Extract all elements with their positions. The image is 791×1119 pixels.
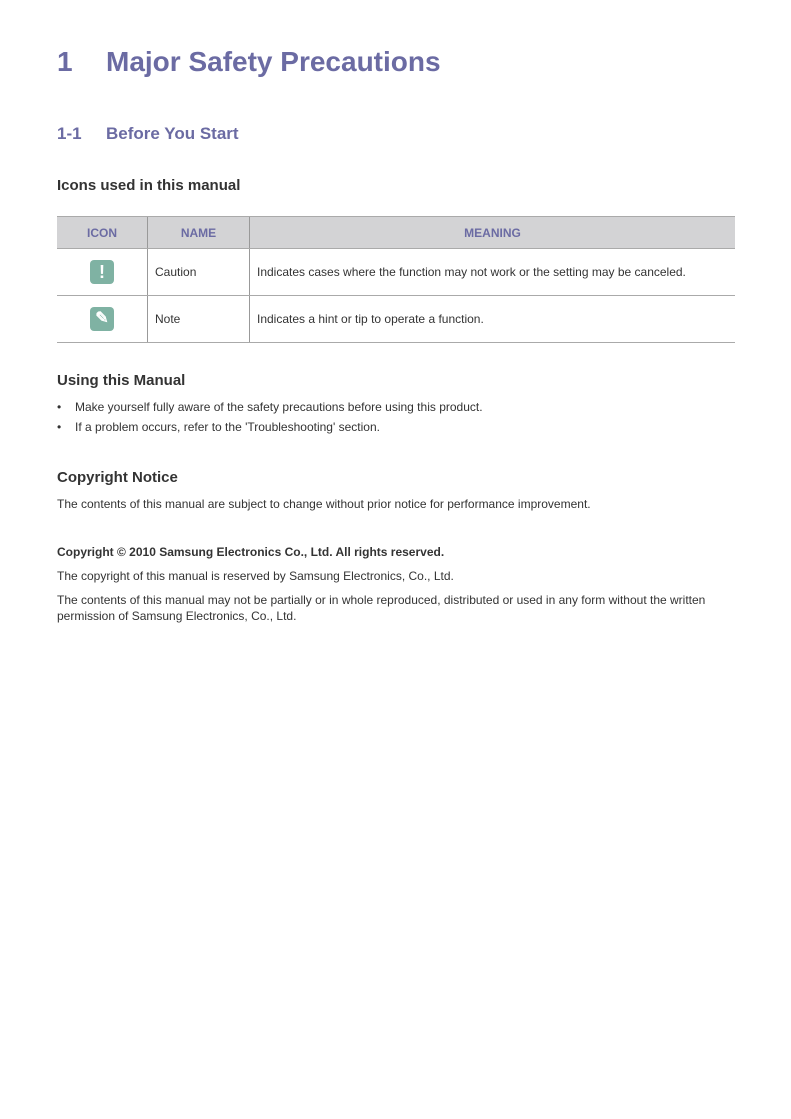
chapter-title-text: Major Safety Precautions: [106, 46, 441, 77]
chapter-number: 1: [57, 46, 73, 77]
list-item: • Make yourself fully aware of the safety precautions before using this product.: [57, 400, 483, 414]
caution-icon: !: [90, 260, 114, 284]
using-manual-heading: Using this Manual: [57, 372, 186, 389]
table-header-row: [57, 217, 735, 249]
table-row: [57, 249, 735, 296]
list-item: • If a problem occurs, refer to the 'Troubleshooting' section.: [57, 420, 380, 434]
meaning-cell: Indicates a hint or tip to operate a function.: [250, 296, 736, 343]
note-pencil-icon: ✎: [90, 307, 114, 331]
copyright-restriction: The contents of this manual may not be partially or in whole reproduced, distributed or used in any form without the written permission of Samsung Electronics, Co., Ltd.: [57, 593, 706, 623]
section-number: 1-1: [57, 124, 82, 143]
icons-table: [57, 216, 735, 343]
section-title: [57, 124, 239, 144]
icon-cell: [57, 296, 148, 343]
icon-cell: [57, 249, 148, 296]
bullet-icon: •: [57, 420, 62, 434]
copyright-reserved: The copyright of this manual is reserved by Samsung Electronics, Co., Ltd.: [57, 569, 454, 583]
bullet-icon: •: [57, 400, 62, 414]
header-meaning: MEANING: [250, 217, 736, 249]
name-cell: Note: [148, 296, 250, 343]
using-manual-list: [57, 399, 483, 439]
copyright-statement: Copyright © 2010 Samsung Electronics Co., Ltd. All rights reserved.: [57, 545, 445, 559]
section-title-text: Before You Start: [106, 124, 239, 143]
chapter-title: [57, 46, 441, 78]
copyright-intro: The contents of this manual are subject to change without prior notice for performance improvement.: [57, 497, 591, 511]
header-icon: ICON: [57, 217, 148, 249]
header-name: NAME: [148, 217, 250, 249]
copyright-heading: Copyright Notice: [57, 469, 178, 486]
name-cell: Caution: [148, 249, 250, 296]
icons-heading: Icons used in this manual: [57, 177, 241, 194]
meaning-cell: Indicates cases where the function may not work or the setting may be canceled.: [250, 249, 736, 296]
table-row: [57, 296, 735, 343]
